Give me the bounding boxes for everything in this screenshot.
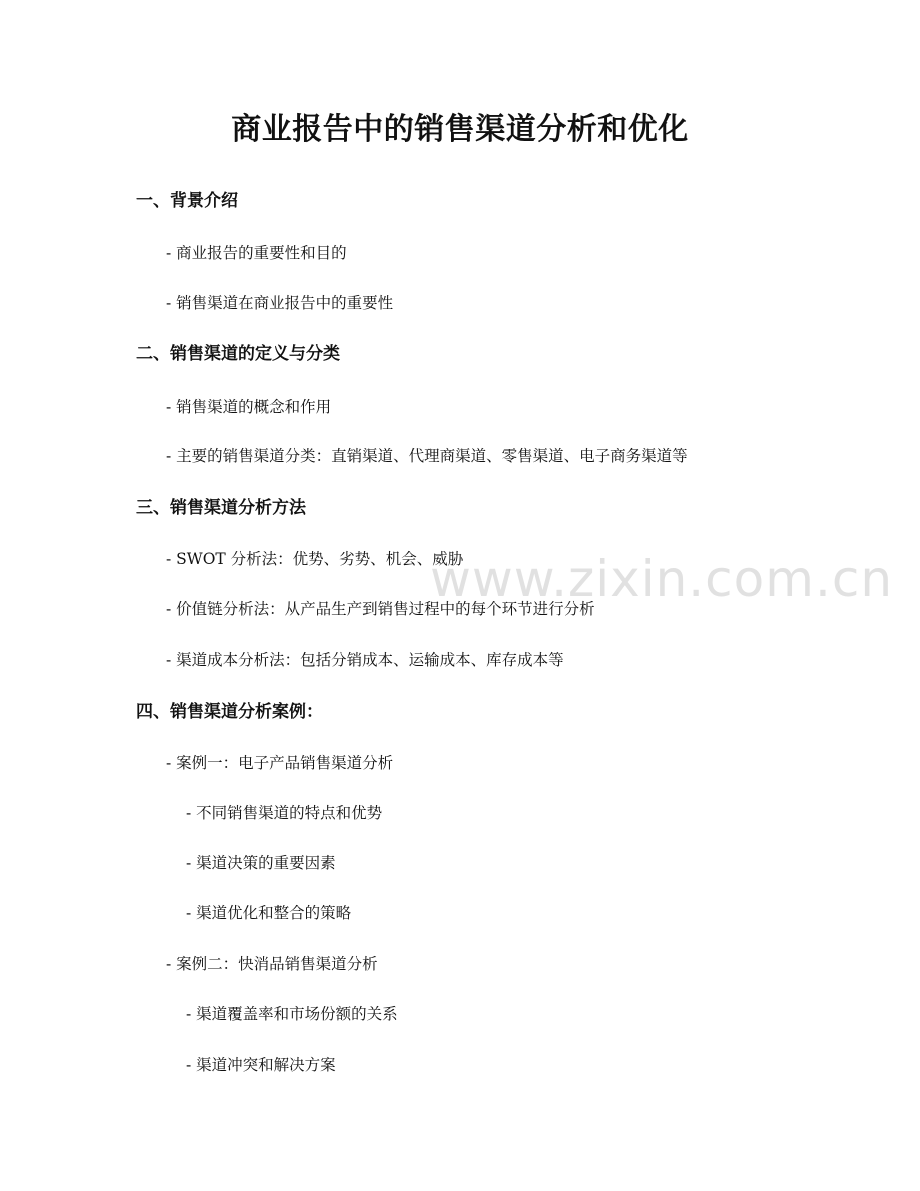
section-heading-background: 一、背景介绍: [136, 191, 238, 211]
watermark-text: www.zixin.com.cn: [430, 550, 894, 608]
sub-list-item: - 渠道决策的重要因素: [186, 854, 336, 872]
sub-list-item: - 渠道优化和整合的策略: [186, 904, 352, 922]
list-item: - 主要的销售渠道分类：直销渠道、代理商渠道、零售渠道、电子商务渠道等: [166, 447, 688, 465]
sub-list-item: - 渠道覆盖率和市场份额的关系: [186, 1005, 398, 1023]
list-item: - 渠道成本分析法：包括分销成本、运输成本、库存成本等: [166, 651, 564, 669]
sub-list-item: - 不同销售渠道的特点和优势: [186, 804, 383, 822]
document-title: 商业报告中的销售渠道分析和优化: [231, 112, 689, 147]
section-heading-methods: 三、销售渠道分析方法: [136, 498, 306, 518]
section-heading-definition: 二、销售渠道的定义与分类: [136, 344, 340, 364]
list-item: - 案例一：电子产品销售渠道分析: [166, 754, 394, 772]
list-item: - SWOT 分析法：优势、劣势、机会、威胁: [166, 550, 464, 568]
list-item: - 销售渠道的概念和作用: [166, 398, 332, 416]
list-item: - 价值链分析法：从产品生产到销售过程中的每个环节进行分析: [166, 600, 595, 618]
list-item: - 销售渠道在商业报告中的重要性: [166, 294, 394, 312]
section-heading-cases: 四、销售渠道分析案例：: [136, 702, 323, 722]
sub-list-item: - 渠道冲突和解决方案: [186, 1056, 336, 1074]
list-item: - 案例二：快消品销售渠道分析: [166, 955, 378, 973]
list-item: - 商业报告的重要性和目的: [166, 244, 347, 262]
